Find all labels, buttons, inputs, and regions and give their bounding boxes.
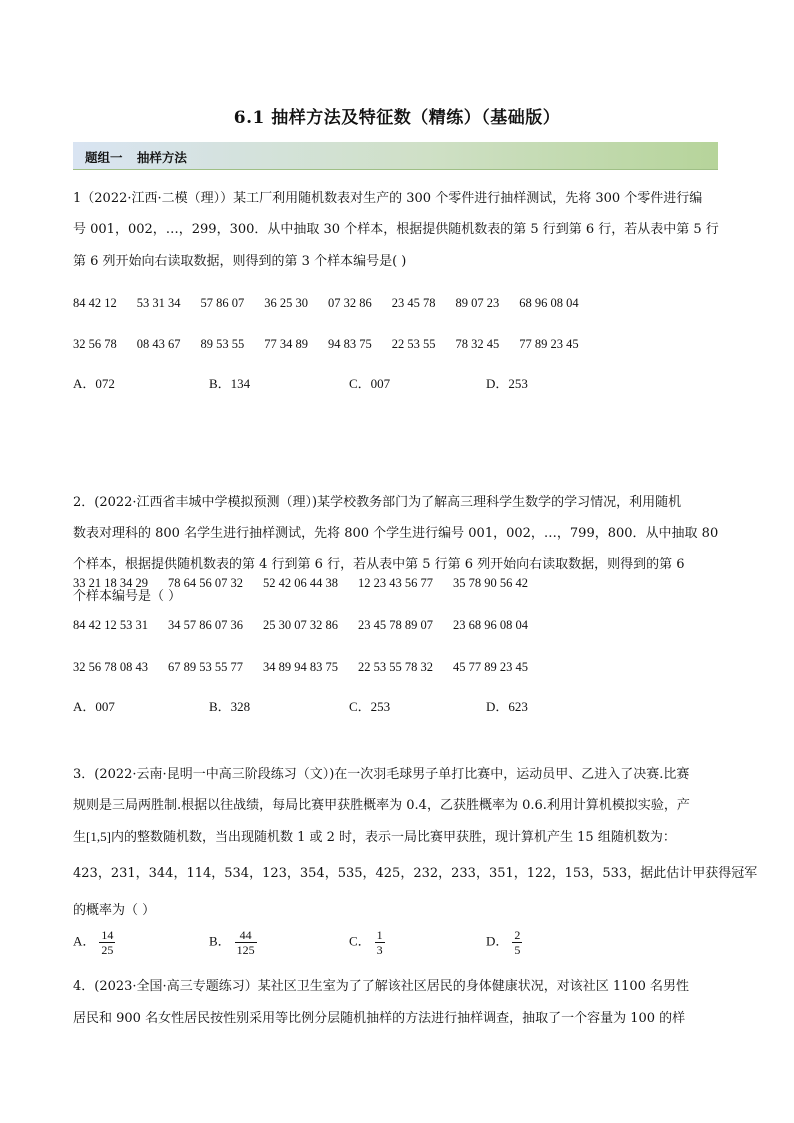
- denominator: 25: [101, 943, 114, 957]
- table-cell: 94 83 75: [328, 337, 372, 351]
- q3-option-b[interactable]: [209, 928, 257, 957]
- section-label: 题组一 抽样方法: [85, 150, 187, 165]
- q3-text-line: 的概率为（ ）: [73, 903, 156, 918]
- table-cell: 22 53 55 78 32: [358, 660, 433, 674]
- q2-random-table-row: [73, 618, 548, 633]
- q4-text-line: 4．(2023·全国·高三专题练习）某社区卫生室为了了解该社区居民的身体健康状况，对该社区 1100 名男性: [73, 979, 690, 994]
- q3-option-c[interactable]: [349, 928, 385, 957]
- table-cell: 32 56 78 08 43: [73, 660, 148, 674]
- q1-text-line: 1（2022·江西·二模（理））某工厂利用随机数表对生产的 300 个零件进行抽样测试，先将 300 个零件进行编: [73, 191, 703, 206]
- denominator: 5: [514, 943, 521, 957]
- denominator: 3: [376, 943, 383, 957]
- numerator: 14: [101, 928, 114, 942]
- option-label: A．: [73, 933, 96, 949]
- option-label: C．: [349, 933, 371, 949]
- q1-random-table-row: [73, 337, 599, 352]
- q3-text-line: [73, 826, 676, 845]
- denominator: 125: [236, 943, 255, 957]
- table-cell: 52 42 06 44 38: [263, 576, 338, 590]
- table-cell: 12 23 43 56 77: [358, 576, 433, 590]
- option-label: B．: [209, 933, 231, 949]
- q2-text-line: 2．(2022·江西省丰城中学模拟预测（理）)某学校教务部门为了解高三理科学生数学的学习情况，利用随机: [73, 495, 682, 510]
- table-cell: 22 53 55: [391, 337, 436, 351]
- table-cell: 07 32 86: [328, 296, 372, 310]
- table-cell: 34 57 86 07 36: [168, 618, 243, 632]
- option-label: D．: [486, 933, 509, 949]
- fraction: [375, 928, 385, 957]
- page-title: 6.1 抽样方法及特征数（精练）（基础版）: [233, 108, 561, 128]
- table-cell: 89 53 55: [200, 337, 245, 351]
- table-cell: 89 07 23: [455, 296, 500, 310]
- q1-option-b[interactable]: B．134: [209, 376, 251, 391]
- q1-text-line: 号 001，002，…，299，300．从中抽取 30 个样本，根据提供随机数表的第 5 行到第 6 行，若从表中第 5 行: [73, 222, 719, 237]
- fraction: [99, 928, 115, 957]
- q2-option-c[interactable]: C．253: [349, 699, 391, 714]
- q1-option-d[interactable]: D．253: [486, 376, 528, 391]
- q4-text-line: 居民和 900 名女性居民按性别采用等比例分层随机抽样的方法进行抽样调查，抽取了一个容量为 100 的样: [73, 1011, 686, 1026]
- table-cell: 77 34 89: [264, 337, 308, 351]
- table-cell: 34 89 94 83 75: [263, 660, 338, 674]
- q1-random-table-row: [73, 296, 599, 311]
- q2-random-table-row: [73, 660, 548, 675]
- q3-option-a[interactable]: [73, 928, 115, 957]
- numerator: 2: [514, 928, 521, 942]
- table-cell: 53 31 34: [136, 296, 181, 310]
- table-cell: 25 30 07 32 86: [263, 618, 338, 632]
- table-cell: 23 68 96 08 04: [453, 618, 528, 632]
- table-cell: 84 42 12 53 31: [73, 618, 148, 632]
- q2-text-line: 数表对理科的 800 名学生进行抽样测试，先将 800 个学生进行编号 001，002，…，799，800．从中抽取 80: [73, 526, 719, 541]
- q2-option-d[interactable]: D．623: [486, 699, 528, 714]
- table-cell: 32 56 78: [73, 337, 117, 351]
- table-cell: 33 21 18 34 29: [73, 576, 148, 590]
- q3-text-line: 规则是三局两胜制.根据以往战绩，每局比赛甲获胜概率为 0.4，乙获胜概率为 0.6.利用计算机模拟实验，产: [73, 798, 690, 813]
- q3-option-d[interactable]: [486, 928, 522, 957]
- table-cell: 67 89 53 55 77: [168, 660, 243, 674]
- q2-random-table-row: [73, 576, 548, 591]
- q1-option-a[interactable]: A．072: [73, 376, 115, 391]
- table-cell: 78 32 45: [455, 337, 500, 351]
- table-cell: 23 45 78 89 07: [358, 618, 433, 632]
- table-cell: 77 89 23 45: [519, 337, 579, 351]
- interval-expression: [1,5]: [86, 829, 111, 844]
- q2-text-line: 个样本，根据提供随机数表的第 4 行到第 6 行，若从表中第 5 行第 6 列开始向右读取数据，则得到的第 6: [73, 557, 685, 572]
- q2-option-b[interactable]: B．328: [209, 699, 251, 714]
- table-cell: 23 45 78: [391, 296, 436, 310]
- table-cell: 78 64 56 07 32: [168, 576, 243, 590]
- table-cell: 57 86 07: [200, 296, 245, 310]
- q2-option-a[interactable]: A．007: [73, 699, 115, 714]
- table-cell: 84 42 12: [73, 296, 117, 310]
- fraction: [512, 928, 522, 957]
- q3-text-line: 3．(2022·云南·昆明一中高三阶段练习（文）)在一次羽毛球男子单打比赛中，运动员甲、乙进入了决赛.比赛: [73, 767, 690, 782]
- q2-text-line: 个样本编号是（ ）: [73, 589, 182, 604]
- table-cell: 45 77 89 23 45: [453, 660, 528, 674]
- table-cell: 68 96 08 04: [519, 296, 579, 310]
- table-cell: 08 43 67: [136, 337, 181, 351]
- q3-text-fragment: 内的整数随机数，当出现随机数 1 或 2 时，表示一局比赛甲获胜，现计算机产生 15 组随机数为：: [110, 830, 676, 845]
- section-header: [73, 142, 718, 170]
- table-cell: 35 78 90 56 42: [453, 576, 528, 590]
- numerator: 1: [376, 928, 383, 942]
- numerator: 44: [235, 928, 257, 943]
- q1-option-c[interactable]: C．007: [349, 376, 391, 391]
- q3-text-fragment: 生: [73, 830, 87, 845]
- q1-text-line: 第 6 列开始向右读取数据，则得到的第 3 个样本编号是( ): [73, 254, 407, 269]
- q3-text-line: 423，231，344，114，534，123，354，535，425，232，233，351，122，153，533，据此估计甲获得冠军: [73, 866, 758, 881]
- table-cell: 36 25 30: [264, 296, 308, 310]
- fraction: [235, 928, 257, 957]
